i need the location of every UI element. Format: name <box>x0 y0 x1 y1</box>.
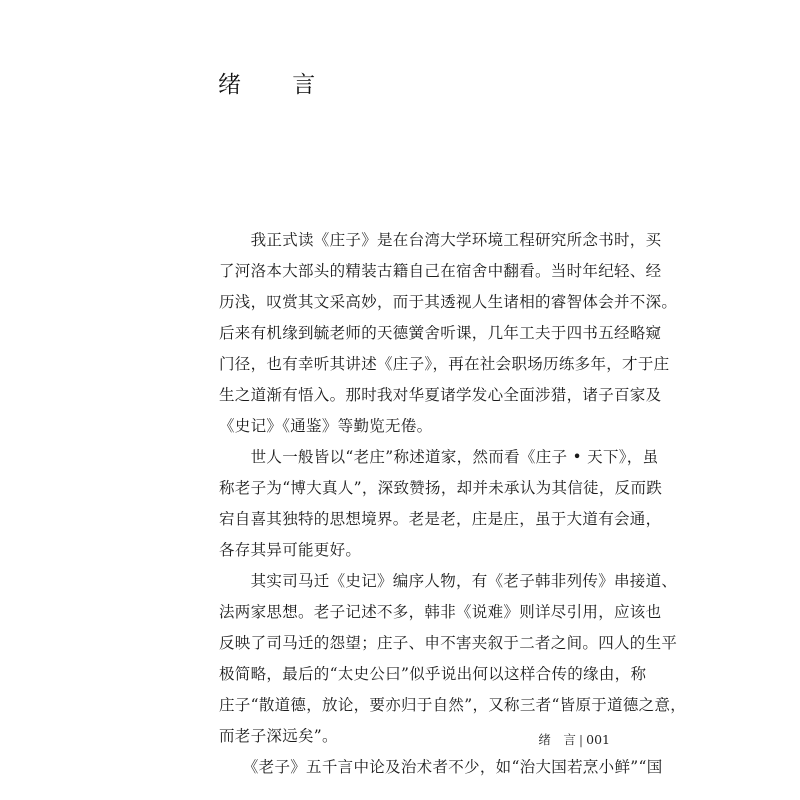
text-line: 其实司马迁《史记》编序人物，有《老子韩非列传》串接道、 <box>219 572 678 590</box>
text-line: 反映了司马迁的怨望；庄子、申不害夹叙于二者之间。四人的生平 <box>219 634 678 652</box>
text-line: 而老子深远矣”。 <box>219 727 338 745</box>
text-line: 《史记》《通鉴》等勤览无倦。 <box>219 417 433 435</box>
text-line: 生之道渐有悟入。那时我对华夏诸学发心全面涉猎，诸子百家及 <box>219 386 662 404</box>
paragraph-4 <box>219 752 663 783</box>
text-line: 《老子》五千言中论及治术者不少，如“治大国若烹小鲜”“国 <box>219 758 663 776</box>
footer-separator: | <box>578 732 584 747</box>
text-line: 我正式读《庄子》是在台湾大学环境工程研究所念书时，买 <box>219 231 662 249</box>
text-line: 宕自喜其独特的思想境界。老是老，庄是庄，虽于大道有会通， <box>219 510 662 528</box>
text-line: 了河洛本大部头的精装古籍自己在宿舍中翻看。当时年纪轻、经 <box>219 262 662 280</box>
footer-section-title: 绪 言 <box>538 732 576 747</box>
paragraph-2 <box>219 442 663 566</box>
text-line: 极简略，最后的“太史公曰”似乎说出何以这样合传的缘由，称 <box>219 665 647 683</box>
page-number: 001 <box>586 732 610 747</box>
text-line: 世人一般皆以“老庄”称述道家，然而看《庄子 • 天下》，虽 <box>219 448 659 466</box>
text-line: 法两家思想。老子记述不多，韩非《说难》则详尽引用，应该也 <box>219 603 662 621</box>
text-line: 后来有机缘到毓老师的天德黉舍听课，几年工夫于四书五经略窥 <box>219 324 662 342</box>
paragraph-3 <box>219 566 687 752</box>
text-line: 门径，也有幸听其讲述《庄子》，再在社会职场历练多年，才于庄 <box>219 355 670 373</box>
paragraph-1 <box>219 225 678 442</box>
text-line: 各存其异可能更好。 <box>219 541 362 559</box>
text-line: 历浅，叹赏其文采高妙，而于其透视人生诸相的睿智体会并不深。 <box>219 293 678 311</box>
page-title: 绪 言 <box>218 72 338 98</box>
text-line: 庄子“散道德，放论，要亦归于自然”，又称三者“皆原于道德之意， <box>219 696 687 714</box>
body-text <box>219 225 687 783</box>
text-line: 称老子为“博大真人”，深致赞扬，却并未承认为其信徒，反而跌 <box>219 479 663 497</box>
page-footer <box>520 730 610 750</box>
